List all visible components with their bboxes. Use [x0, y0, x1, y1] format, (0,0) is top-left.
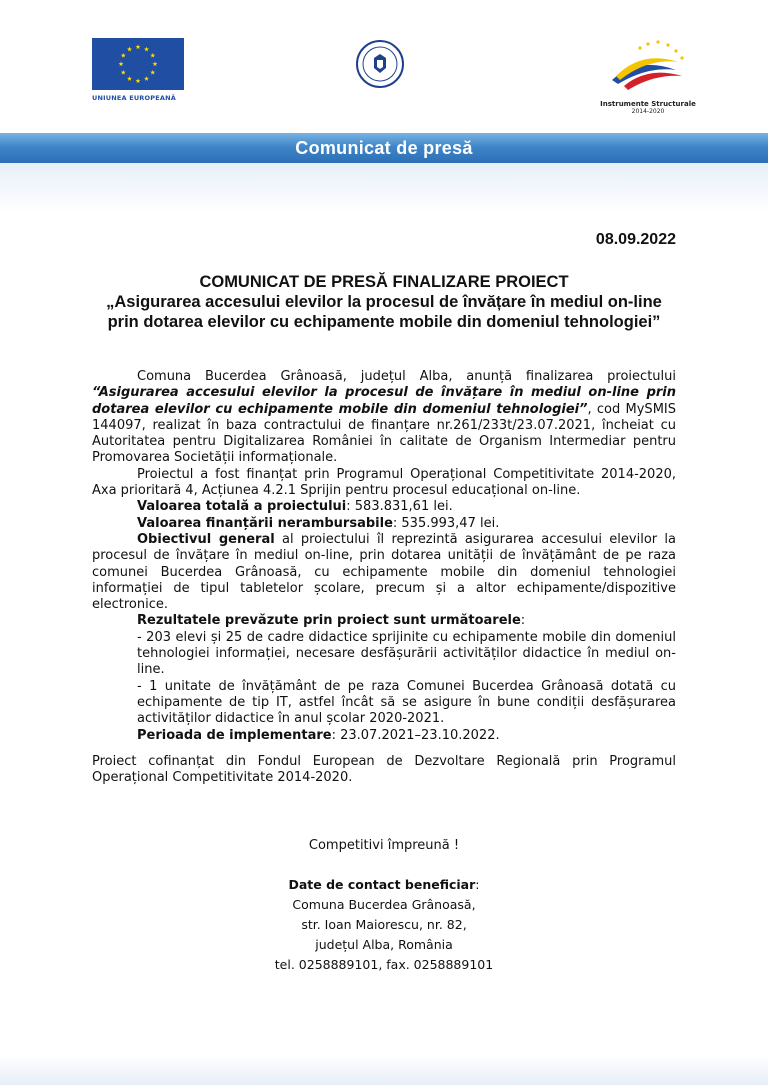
- eu-star-icon: [127, 76, 132, 81]
- eu-star-icon: [144, 76, 149, 81]
- non-reimbursable-value: : 535.993,47 lei.: [392, 515, 500, 531]
- non-reimbursable-label: Valoarea finanțării nerambursabile: [137, 515, 393, 531]
- page-footer-fade: [0, 1055, 768, 1085]
- structural-instruments-logo: [598, 36, 698, 115]
- result-item: - 203 elevi și 25 de cadre didactice sprijinite cu echipamente mobile din domeniul tehnologiei informației, necesare desfășurării activităților didactice în mediul on-line.: [137, 629, 676, 678]
- eu-star-icon: [121, 53, 126, 58]
- slogan: Competitivi împreună !: [308, 838, 460, 853]
- eu-star-icon: [121, 70, 126, 75]
- results-heading: [92, 613, 676, 629]
- result-item: - 1 unitate de învățământ de pe raza Comunei Bucerdea Grânoasă dotată cu echipamente de tip IT, astfel încât să se asigure în bune condiții desfășurarea activităților didactice în anul școlar 2020-2021.: [137, 678, 676, 727]
- contact-phone: tel. 0258889101, fax. 0258889101: [274, 957, 494, 972]
- eu-star-icon: [150, 70, 155, 75]
- eu-flag-icon: [92, 38, 184, 90]
- eu-star-icon: [119, 61, 124, 66]
- contact-line: județul Alba, România: [315, 937, 453, 952]
- contact-heading-colon: :: [475, 877, 480, 892]
- contact-line: str. Ioan Maiorescu, nr. 82,: [301, 917, 467, 932]
- banner-fade: [0, 163, 768, 213]
- period-line: [92, 728, 676, 744]
- eu-logo: [92, 38, 184, 102]
- structural-instruments-years: 2014-2020: [631, 108, 665, 115]
- structural-instruments-label: Instrumente Structurale: [600, 100, 696, 108]
- title-line-1: COMUNICAT DE PRESĂ FINALIZARE PROIECT: [199, 273, 569, 291]
- banner-title: Comunicat de presă: [295, 138, 473, 158]
- contact-block: [92, 875, 676, 975]
- results-label: Rezultatele prevăzute prin proiect sunt următoarele: [137, 613, 521, 629]
- total-value: : 583.831,61 lei.: [346, 499, 453, 515]
- eu-star-icon: [144, 47, 149, 52]
- romanian-government-seal-icon: [356, 40, 404, 88]
- document-date: 08.09.2022: [595, 231, 676, 248]
- project-name: “Asigurarea accesului elevilor la procesul de învățare în mediul on-line prin dotarea elevilor cu echipamente mobile din domeniul tehnologiei”: [92, 385, 676, 417]
- objective-text: al proiectului îl reprezintă asigurarea accesului elevilor la procesul de învățare în mediul on-line, prin dotarea unității de învățământ de pe raza comunei Bucerdea Grânoasă, cu echipamente mobile din domeniul tehnologiei informației de tipul tabletelor școlare, precum și a altor echipamente/dispozitive electronice.: [92, 531, 676, 613]
- paragraph-intro: [92, 369, 676, 467]
- total-value-line: [92, 499, 676, 515]
- paragraph-financing: Proiectul a fost finanțat prin Programul Operațional Competitivitate 2014-2020, Axa prioritară 4, Acțiunea 4.2.1 Sprijin pentru procesul educațional on-line.: [92, 466, 676, 499]
- period-value: : 23.07.2021–23.10.2022.: [331, 727, 500, 743]
- press-release-banner: [0, 133, 768, 163]
- document-title: [92, 272, 676, 332]
- eu-star-icon: [153, 61, 158, 66]
- eu-star-icon: [136, 44, 141, 49]
- total-value-label: Valoarea totală a proiectului: [137, 499, 347, 515]
- contact-heading: [92, 875, 676, 895]
- contact-heading-label: Date de contact beneficiar: [288, 877, 476, 892]
- contact-line: Comuna Bucerdea Grânoasă,: [292, 897, 476, 912]
- structural-instruments-icon: [598, 36, 698, 94]
- logo-header: [0, 0, 768, 130]
- period-label: Perioada de implementare: [137, 727, 332, 743]
- paragraph-objective: [92, 532, 676, 613]
- document-body: [92, 369, 676, 786]
- eu-label: UNIUNEA EUROPEANĂ: [92, 94, 176, 102]
- results-colon: :: [520, 613, 526, 629]
- eu-star-icon: [150, 53, 155, 58]
- objective-label: Obiectivul general: [137, 531, 275, 547]
- eu-star-icon: [127, 47, 132, 52]
- non-reimbursable-line: [92, 516, 676, 532]
- intro-text: Comuna Bucerdea Grânoasă, județul Alba, anunță finalizarea proiectului: [137, 369, 676, 384]
- cofinancing-note: Proiect cofinanțat din Fondul European de Dezvoltare Regională prin Programul Operațional Competitivitate 2014-2020.: [92, 753, 676, 786]
- intro-rest: , cod MySMIS 144097, realizat în baza contractului de finanțare nr.261/233t/23.07.2021, încheiat cu Autoritatea pentru Digitalizarea României în calitate de Organism Intermediar pentru Promovarea Societății informaționale.: [92, 401, 676, 466]
- eu-star-icon: [136, 78, 141, 83]
- title-line-2: „Asigurarea accesului elevilor la procesul de învățare în mediul on-line prin dotarea elevilor cu echipamente mobile din domeniul tehnologiei”: [106, 293, 662, 331]
